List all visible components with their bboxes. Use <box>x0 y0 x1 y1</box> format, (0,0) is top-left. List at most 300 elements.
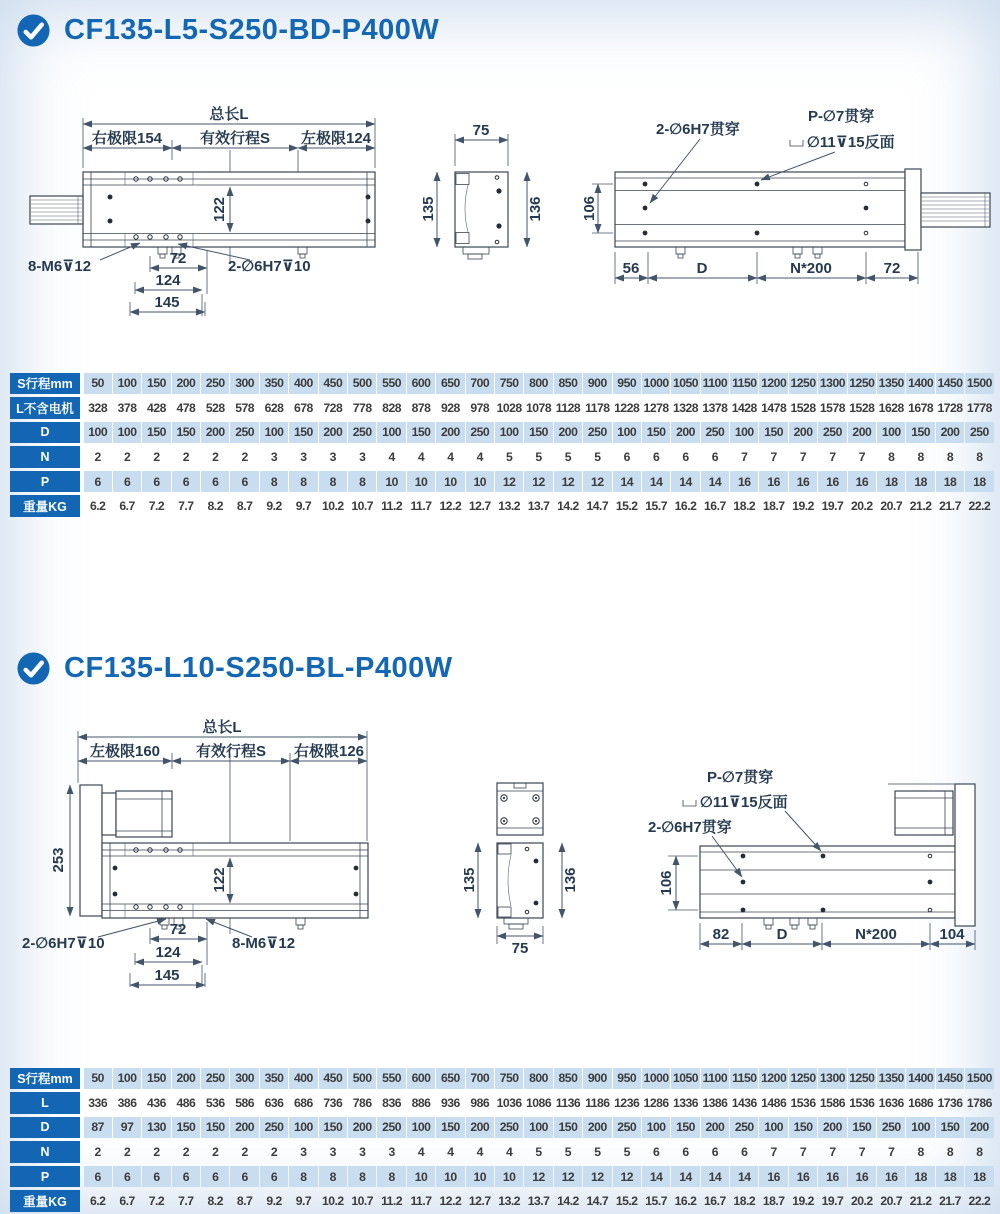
dim-72-back: 72 <box>883 260 901 277</box>
table-cell: 1250 <box>789 1068 817 1090</box>
table-cell: 19.2 <box>792 1194 814 1209</box>
table-cell: 2 <box>241 1145 248 1160</box>
table-cell: 100 <box>495 422 523 444</box>
table-cell: 950 <box>613 373 641 395</box>
table-cell: 16 <box>848 1166 876 1188</box>
table-cell: 97 <box>113 1117 141 1139</box>
table-cell: 250 <box>495 1117 523 1139</box>
table-cell: 19.2 <box>792 499 814 514</box>
back-view-2 <box>648 768 975 950</box>
dim-82: 82 <box>712 926 730 943</box>
table-cell: 1536 <box>790 1095 816 1110</box>
table-cell: 13.7 <box>527 499 550 514</box>
table-cell: 986 <box>470 1095 490 1110</box>
counterbore-icon <box>790 140 803 146</box>
table-cell: 1000 <box>642 373 670 395</box>
table-cell: 22.2 <box>968 499 991 514</box>
table-cell: 10.7 <box>351 1194 374 1209</box>
dim-right-limit: 右极限126 <box>293 743 365 760</box>
dim-left-limit: 左极限124 <box>300 130 372 147</box>
dim-75: 75 <box>472 122 490 139</box>
table-cell: 100 <box>613 422 641 444</box>
table-cell: 200 <box>671 422 699 444</box>
table-cell: 3 <box>329 450 336 465</box>
table-cell: 1036 <box>496 1095 522 1110</box>
table-cell: 250 <box>730 1117 758 1139</box>
table-cell: 8 <box>946 450 954 465</box>
table-cell: 6 <box>113 471 141 493</box>
table-cell: 1378 <box>702 400 728 415</box>
table-cell: 4 <box>476 1145 483 1160</box>
table-cell: 928 <box>440 400 460 415</box>
table-cell: 1200 <box>759 373 787 395</box>
row-label: P <box>10 1166 80 1188</box>
spec-table-2 <box>10 1066 994 1214</box>
table-cell: 1528 <box>790 400 816 415</box>
table-cell: 12 <box>554 471 582 493</box>
dim-total-length: 总长L <box>209 106 249 123</box>
table-cell: 786 <box>352 1095 372 1110</box>
table-cell: 636 <box>264 1095 284 1110</box>
table-row <box>10 445 994 470</box>
table-cell: 10.2 <box>321 499 344 514</box>
table-cell: 250 <box>877 1117 905 1139</box>
table-cell: 250 <box>377 1117 405 1139</box>
table-cell: 1350 <box>877 373 905 395</box>
table-cell: 6.2 <box>89 499 106 514</box>
table-cell: 100 <box>730 422 758 444</box>
table-cell: 1636 <box>878 1095 904 1110</box>
table-cell: 8 <box>289 471 317 493</box>
table-cell: 150 <box>936 1117 964 1139</box>
dim-stroke: 有效行程S <box>195 743 267 760</box>
table-cell: 150 <box>671 1117 699 1139</box>
table-cell: 21.2 <box>909 499 932 514</box>
table-cell: 7 <box>858 450 865 465</box>
table-cell: 10.2 <box>321 1194 344 1209</box>
table-cell: 550 <box>377 373 405 395</box>
table-cell: 14 <box>613 471 641 493</box>
dim-75: 75 <box>511 940 529 957</box>
table-cell: 250 <box>201 1068 229 1090</box>
table-cell: 1286 <box>643 1095 669 1110</box>
table-cell: 100 <box>260 422 288 444</box>
table-row <box>10 1115 994 1140</box>
table-cell: 200 <box>936 422 964 444</box>
table-cell: 6.2 <box>89 1194 106 1209</box>
table-cell: 1736 <box>937 1095 963 1110</box>
table-cell: 200 <box>818 1117 846 1139</box>
table-cell: 8 <box>917 450 924 465</box>
table-cell: 13.7 <box>527 1194 550 1209</box>
callout-2-6h7: 2-∅6H7⊽10 <box>22 935 105 952</box>
callout-p7: P-∅7贯穿 <box>707 769 774 786</box>
table-row <box>10 371 994 396</box>
table-cell: 50 <box>84 373 112 395</box>
table-cell: 528 <box>205 400 225 415</box>
table-cell: 8 <box>319 1166 347 1188</box>
table-cell: 8.7 <box>236 499 253 514</box>
table-cell: 21.7 <box>939 1194 961 1209</box>
table-cell: 6 <box>711 1145 719 1160</box>
table-cell: 200 <box>172 1068 200 1090</box>
table-cell: 150 <box>789 1117 817 1139</box>
table-cell: 20.2 <box>850 1194 873 1209</box>
table-cell: 150 <box>436 1117 464 1139</box>
table-cell: 1150 <box>730 1068 758 1090</box>
table-cell: 7.7 <box>178 499 194 514</box>
table-cell: 13.2 <box>498 499 521 514</box>
table-cell: 400 <box>289 1068 317 1090</box>
table-cell: 1250 <box>848 1068 876 1090</box>
table-cell: 14.2 <box>557 1194 579 1209</box>
table-cell: 16 <box>789 1166 817 1188</box>
table-cell: 12.7 <box>468 499 491 514</box>
table-cell: 200 <box>554 422 582 444</box>
table-cell: 6 <box>142 1166 170 1188</box>
dim-d: D <box>696 260 708 277</box>
table-cell: 16 <box>818 1166 846 1188</box>
table-cell: 3 <box>359 1145 366 1160</box>
table-cell: 7 <box>799 1145 807 1160</box>
table-cell: 6 <box>711 450 719 465</box>
table-cell: 1450 <box>936 373 964 395</box>
table-cell: 1486 <box>761 1095 787 1110</box>
table-cell: 350 <box>260 1068 288 1090</box>
table-cell: 19.7 <box>821 499 844 514</box>
table-cell: 2 <box>182 1145 189 1160</box>
counterbore-icon <box>683 800 696 806</box>
row-label: S行程mm <box>10 1068 80 1090</box>
table-cell: 5 <box>594 1145 601 1160</box>
table-cell: 3 <box>300 1145 307 1160</box>
dim-height-122: 122 <box>211 867 228 893</box>
table-cell: 15.7 <box>645 499 667 514</box>
table-cell: 100 <box>759 1117 787 1139</box>
table-cell: 6 <box>172 1166 200 1188</box>
table-cell: 750 <box>495 373 523 395</box>
table-cell: 628 <box>264 400 284 415</box>
table-cell: 600 <box>407 373 435 395</box>
table-cell: 14 <box>642 471 670 493</box>
table-cell: 150 <box>172 422 200 444</box>
table-cell: 10 <box>407 1166 435 1188</box>
table-cell: 14 <box>671 1166 699 1188</box>
table-cell: 700 <box>466 1068 494 1090</box>
table-cell: 100 <box>642 1117 670 1139</box>
table-cell: 200 <box>789 422 817 444</box>
table-cell: 486 <box>176 1095 196 1110</box>
table-cell: 100 <box>906 1117 934 1139</box>
dim-145: 145 <box>154 967 180 984</box>
table-cell: 87 <box>84 1117 112 1139</box>
table-cell: 200 <box>701 1117 729 1139</box>
dim-left-limit: 左极限160 <box>89 743 161 760</box>
table-cell: 250 <box>701 422 729 444</box>
table-row <box>10 494 994 519</box>
table-cell: 886 <box>411 1095 431 1110</box>
table-cell: 1000 <box>642 1068 670 1090</box>
table-cell: 12.7 <box>468 1194 491 1209</box>
table-cell: 550 <box>377 1068 405 1090</box>
dim-136: 136 <box>562 867 579 893</box>
table-cell: 4 <box>417 1145 425 1160</box>
table-cell: 200 <box>172 373 200 395</box>
table-cell: 10.7 <box>351 499 374 514</box>
table-cell: 2 <box>123 450 131 465</box>
table-cell: 1536 <box>849 1095 875 1110</box>
table-cell: 150 <box>142 373 170 395</box>
table-cell: 14 <box>642 1166 670 1188</box>
table-cell: 300 <box>230 1068 258 1090</box>
table-cell: 1678 <box>908 400 934 415</box>
table-cell: 1250 <box>789 373 817 395</box>
front-view-1 <box>28 105 375 316</box>
table-cell: 436 <box>147 1095 166 1110</box>
table-cell: 16 <box>818 471 846 493</box>
table-cell: 478 <box>176 400 196 415</box>
row-label: L不含电机 <box>10 397 80 419</box>
table-cell: 9.7 <box>295 499 312 514</box>
callout-2-6h7-through: 2-∅6H7贯穿 <box>656 121 740 138</box>
table-cell: 200 <box>466 1117 494 1139</box>
table-cell: 20.7 <box>880 499 903 514</box>
table-cell: 9.7 <box>295 1194 312 1209</box>
table-cell: 850 <box>554 1068 582 1090</box>
table-cell: 14.2 <box>557 499 579 514</box>
callout-2-6h7-through: 2-∅6H7贯穿 <box>648 819 732 836</box>
table-cell: 1228 <box>614 400 640 415</box>
table-cell: 5 <box>594 450 601 465</box>
table-cell: 6 <box>142 471 170 493</box>
table-cell: 11.7 <box>410 1194 432 1209</box>
table-cell: 13.2 <box>498 1194 521 1209</box>
table-cell: 428 <box>147 400 166 415</box>
table-cell: 100 <box>113 422 141 444</box>
table-cell: 6 <box>260 1166 288 1188</box>
table-cell: 15.2 <box>615 1194 638 1209</box>
table-row <box>10 1189 994 1214</box>
row-label: S行程mm <box>10 373 80 395</box>
table-cell: 2 <box>212 450 219 465</box>
table-cell: 8 <box>348 1166 376 1188</box>
dim-d: D <box>776 926 788 943</box>
table-cell: 12 <box>583 471 611 493</box>
table-cell: 250 <box>201 373 229 395</box>
table-cell: 150 <box>524 422 552 444</box>
table-cell: 18 <box>936 1166 964 1188</box>
table-cell: 100 <box>377 422 405 444</box>
table-cell: 200 <box>965 1117 993 1139</box>
dim-104: 104 <box>939 926 965 943</box>
section-header-1 <box>16 13 439 48</box>
table-cell: 250 <box>260 1117 288 1139</box>
table-cell: 1078 <box>525 400 552 415</box>
table-cell: 8.2 <box>207 499 223 514</box>
table-cell: 100 <box>84 422 112 444</box>
dim-72: 72 <box>169 250 187 267</box>
table-cell: 2 <box>94 450 101 465</box>
callout-p7: P-∅7贯穿 <box>808 108 875 125</box>
table-cell: 11.7 <box>410 499 432 514</box>
dim-106: 106 <box>658 870 675 896</box>
table-cell: 3 <box>270 450 278 465</box>
table-cell: 12 <box>583 1166 611 1188</box>
table-cell: 50 <box>84 1068 112 1090</box>
table-cell: 2 <box>153 1145 160 1160</box>
table-cell: 100 <box>407 1117 435 1139</box>
table-cell: 12 <box>524 1166 552 1188</box>
table-cell: 1578 <box>819 400 846 415</box>
table-cell: 2 <box>270 1145 278 1160</box>
table-cell: 200 <box>436 422 464 444</box>
table-cell: 250 <box>583 422 611 444</box>
dim-right-limit: 右极限154 <box>91 130 163 147</box>
table-cell: 12 <box>554 1166 582 1188</box>
table-cell: 150 <box>201 1117 229 1139</box>
table-cell: 850 <box>554 373 582 395</box>
dim-136: 136 <box>527 196 544 222</box>
table-cell: 1278 <box>643 400 669 415</box>
table-cell: 6 <box>84 471 112 493</box>
table-cell: 16.2 <box>674 499 697 514</box>
dim-stroke: 有效行程S <box>199 130 271 147</box>
table-cell: 6 <box>230 1166 258 1188</box>
table-cell: 1350 <box>877 1068 905 1090</box>
table-cell: 8 <box>260 471 288 493</box>
checkmark-icon <box>16 13 51 48</box>
table-cell: 650 <box>436 1068 464 1090</box>
table-cell: 100 <box>289 1117 317 1139</box>
table-cell: 7 <box>770 450 777 465</box>
table-cell: 1100 <box>701 373 729 395</box>
table-cell: 6 <box>682 1145 689 1160</box>
table-cell: 12 <box>495 471 523 493</box>
table-cell: 2 <box>212 1145 219 1160</box>
table-cell: 250 <box>613 1117 641 1139</box>
table-cell: 200 <box>348 1117 376 1139</box>
table-cell: 200 <box>583 1117 611 1139</box>
table-cell: 1450 <box>936 1068 964 1090</box>
table-cell: 1186 <box>585 1095 610 1110</box>
table-cell: 8 <box>888 450 895 465</box>
table-cell: 20.7 <box>880 1194 903 1209</box>
table-cell: 18 <box>965 1166 993 1188</box>
callout-8-m6: 8-M6⊽12 <box>232 935 296 952</box>
table-cell: 1728 <box>937 400 963 415</box>
dim-135: 135 <box>420 196 437 222</box>
table-cell: 150 <box>642 422 670 444</box>
table-cell: 6 <box>84 1166 112 1188</box>
table-cell: 9.2 <box>266 1194 282 1209</box>
table-cell: 18 <box>877 471 905 493</box>
table-cell: 1586 <box>819 1095 846 1110</box>
table-cell: 1400 <box>906 373 934 395</box>
table-cell: 7 <box>770 1145 777 1160</box>
table-cell: 978 <box>470 400 490 415</box>
table-cell: 11.2 <box>381 1194 403 1209</box>
row-label: D <box>10 1117 80 1139</box>
table-cell: 6 <box>652 1145 660 1160</box>
technical-drawing-1 <box>0 95 1000 345</box>
table-cell: 6 <box>201 1166 229 1188</box>
row-label: L <box>10 1092 80 1114</box>
table-cell: 600 <box>407 1068 435 1090</box>
technical-drawing-2 <box>0 698 1000 1010</box>
table-cell: 6 <box>741 1145 748 1160</box>
table-cell: 6 <box>113 1166 141 1188</box>
table-cell: 1428 <box>731 400 757 415</box>
table-cell: 3 <box>388 1145 395 1160</box>
table-cell: 3 <box>300 450 307 465</box>
table-cell: 14 <box>730 1166 758 1188</box>
table-cell: 1336 <box>672 1095 699 1110</box>
table-cell: 7 <box>799 450 807 465</box>
front-view-2 <box>22 718 368 987</box>
table-cell: 350 <box>260 373 288 395</box>
table-cell: 950 <box>613 1068 641 1090</box>
table-cell: 5 <box>506 450 513 465</box>
table-cell: 700 <box>466 373 494 395</box>
table-cell: 6 <box>623 450 630 465</box>
table-cell: 15.2 <box>615 499 638 514</box>
table-row <box>10 1066 994 1091</box>
table-cell: 1628 <box>878 400 904 415</box>
table-cell: 250 <box>818 422 846 444</box>
table-cell: 336 <box>88 1095 108 1110</box>
table-cell: 16.7 <box>704 499 726 514</box>
table-cell: 7 <box>858 1145 865 1160</box>
row-label: N <box>10 446 80 468</box>
table-cell: 12.2 <box>439 499 462 514</box>
table-cell: 1778 <box>966 400 992 415</box>
table-cell: 1200 <box>759 1068 787 1090</box>
table-cell: 7.2 <box>148 1194 165 1209</box>
table-cell: 1128 <box>555 400 581 415</box>
cross-section-view-2 <box>461 783 579 957</box>
callout-8-m6: 8-M6⊽12 <box>28 258 92 275</box>
table-cell: 8 <box>917 1145 924 1160</box>
table-cell: 300 <box>230 373 258 395</box>
table-cell: 800 <box>524 1068 552 1090</box>
dim-72: 72 <box>169 921 187 938</box>
table-cell: 8.7 <box>236 1194 253 1209</box>
table-cell: 1300 <box>818 373 846 395</box>
table-cell: 5 <box>564 1145 572 1160</box>
table-cell: 8 <box>377 1166 405 1188</box>
table-cell: 400 <box>289 373 317 395</box>
dim-135: 135 <box>461 867 478 893</box>
table-cell: 900 <box>583 1068 611 1090</box>
table-cell: 200 <box>230 1117 258 1139</box>
table-cell: 650 <box>436 373 464 395</box>
table-cell: 4 <box>447 450 454 465</box>
table-cell: 16 <box>877 1166 905 1188</box>
back-view-1 <box>581 107 990 284</box>
table-cell: 4 <box>447 1145 454 1160</box>
table-cell: 6 <box>230 471 258 493</box>
table-cell: 1786 <box>966 1095 992 1110</box>
table-cell: 378 <box>117 400 137 415</box>
table-row <box>10 420 994 445</box>
table-cell: 12 <box>613 1166 641 1188</box>
table-cell: 7.2 <box>148 499 165 514</box>
table-cell: 10 <box>466 1166 494 1188</box>
dim-height-122: 122 <box>211 196 228 223</box>
table-row <box>10 1091 994 1116</box>
table-cell: 5 <box>535 450 542 465</box>
table-cell: 7 <box>888 1145 895 1160</box>
